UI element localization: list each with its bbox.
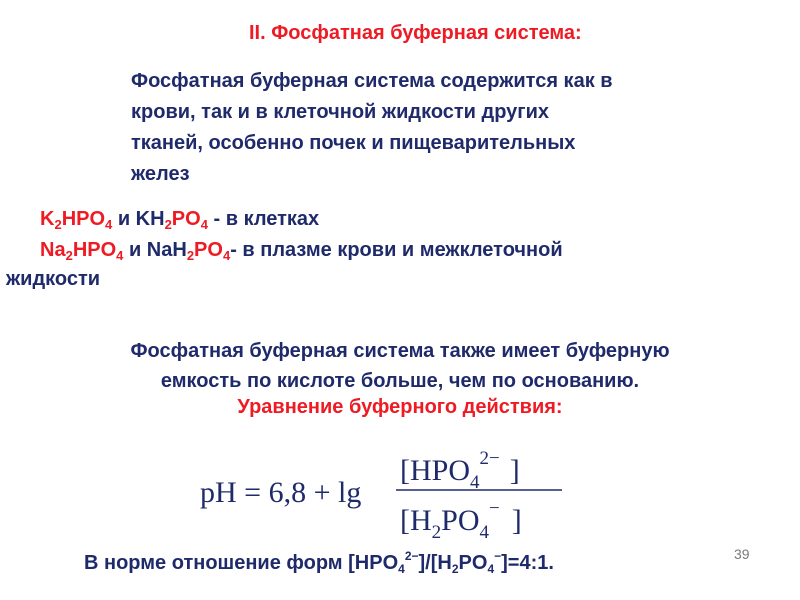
intro-line: крови, так и в клеточной жидкости других (131, 101, 550, 123)
ratio-text: PO (458, 552, 488, 574)
formula-subscript: 4 (200, 217, 208, 232)
formula-part: HPO (72, 239, 117, 261)
normal-ratio (84, 549, 554, 576)
capacity-line: Фосфатная буферная система также имеет буферную (130, 340, 670, 362)
ratio-subscript: 4 (398, 562, 405, 576)
intro-line: желез (131, 163, 190, 185)
denominator-mid: PO (441, 504, 480, 537)
numerator (400, 448, 520, 493)
ratio-text: В норме отношение форм [HPO (84, 552, 399, 574)
formula-part: и KH (112, 208, 165, 230)
ratio-superscript: − (494, 549, 502, 563)
formula-subscript: 2 (65, 248, 73, 263)
intro-line: Фосфатная буферная система содержится как в (131, 70, 613, 92)
capacity-line: емкость по кислоте больше, чем по основанию. (160, 370, 640, 392)
buffer-equation (200, 440, 580, 548)
formula-subscript: 2 (186, 248, 195, 263)
formula-subscript: 2 (54, 217, 62, 232)
formula-subscript: 4 (222, 248, 231, 263)
denominator-subscript: 2 (431, 522, 442, 543)
formula-location: - в плазме крови и межклеточной (230, 239, 563, 261)
denominator (400, 498, 522, 543)
denominator-subscript: 4 (479, 522, 490, 543)
slide-title: II. Фосфатная буферная система: (249, 22, 582, 44)
equation-lhs: pH = 6,8 + lg (200, 476, 362, 509)
formula-subscript: 4 (116, 248, 124, 263)
ratio-text: ]/[H (418, 552, 452, 574)
ratio-superscript: 2− (404, 549, 419, 563)
denominator-superscript: − (489, 498, 500, 519)
plasma-phosphate-pair (40, 239, 563, 262)
plasma-pair-continuation: жидкости (6, 268, 101, 290)
formula-part: K (40, 208, 55, 230)
slide-number: 39 (734, 546, 750, 562)
ratio-subscript: 2 (451, 562, 459, 576)
numerator-superscript: 2− (479, 448, 500, 469)
numerator-close: ] (509, 454, 520, 487)
ratio-subscript: 4 (487, 562, 495, 576)
capacity-paragraph (0, 336, 800, 396)
formula-part: PO (194, 239, 223, 261)
numerator-subscript: 4 (470, 472, 480, 493)
formula-subscript: 4 (105, 217, 113, 232)
formula-part: PO (171, 208, 201, 230)
numerator-open: [HPO (400, 454, 471, 487)
equation-heading: Уравнение буферного действия: (237, 396, 563, 418)
cell-phosphate-pair (40, 208, 319, 231)
formula-location: - в клетках (207, 208, 320, 230)
intro-paragraph (131, 66, 781, 190)
formula-part: Na (40, 239, 66, 261)
formula-part: HPO (61, 208, 106, 230)
formula-part: и NaH (123, 239, 187, 261)
denominator-close: ] (511, 504, 522, 537)
formula-subscript: 2 (164, 217, 172, 232)
intro-line: тканей, особенно почек и пищеварительных (131, 132, 576, 154)
denominator-open: [H (400, 504, 432, 537)
ratio-text: ]=4:1. (501, 552, 554, 574)
